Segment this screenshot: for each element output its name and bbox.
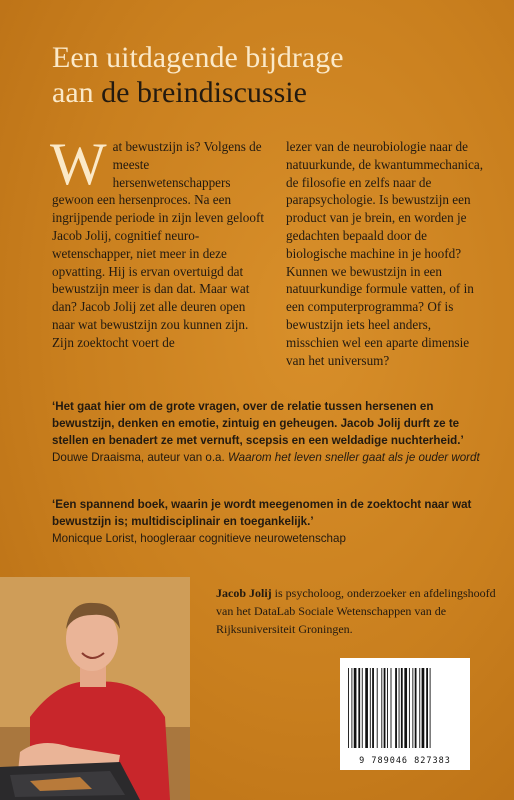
title-line-2-rest: de breindiscussie	[101, 76, 307, 109]
barcode-bar	[365, 668, 368, 748]
author-photo	[0, 577, 190, 800]
barcode-bar	[409, 668, 410, 748]
barcode-bar	[387, 668, 388, 748]
barcode-bar	[381, 668, 382, 748]
barcode-bar	[370, 668, 371, 748]
barcode-bar	[372, 668, 374, 748]
author-bio	[216, 584, 500, 638]
blurb-right-column	[286, 138, 486, 369]
title-line-2-prefix: aan	[52, 76, 94, 109]
blurb-right-text: lezer van de neurobiologie naar de natuurkunde, de kwantummechanica, de filosofie en zelfs naar de parapsychologie. Is bewustzijn een product van je brein, en worden je gedachten bepaald door de biologische machine in je hoofd? Kunnen we bewustzijn in een natuurkundige formule vatten, of in een computerprogramma? Of is bewustzijn iets heel anders, misschien wel een aparte dimensie van het universum?	[286, 139, 484, 368]
quote-1-book-title: Waarom het leven sneller gaat als je ouder wordt	[227, 451, 480, 464]
quote-2-text: ‘Een spannend boek, waarin je wordt meegenomen in de zoektocht naar wat bewustzijn is; multidisciplinair en toegankelijk.’	[52, 498, 472, 528]
barcode-bar	[354, 668, 357, 748]
barcode-bar	[384, 668, 386, 748]
blurb-left-paragraph	[50, 131, 266, 352]
barcode-bar	[377, 668, 378, 748]
barcode-bar	[395, 668, 397, 748]
author-photo-illustration	[0, 577, 190, 800]
drop-cap: W	[50, 131, 107, 197]
isbn-barcode	[340, 658, 470, 770]
barcode-bar	[399, 668, 400, 748]
barcode-bars	[340, 658, 470, 754]
title-line-1: Een uitdagende bijdrage	[52, 41, 344, 74]
author-bio-text: is psycholoog, onderzoeker en afdelingshoofd van het DataLab Sociale Wetenschappen van de Rijksuniversiteit Groningen.	[216, 586, 496, 636]
barcode-bar	[401, 668, 403, 748]
quote-2-source: Monicque Lorist, hoogleraar cognitieve neurowetenschap	[52, 532, 346, 545]
barcode-bar	[426, 668, 428, 748]
barcode-bar	[348, 668, 349, 748]
blurb-left-column	[50, 131, 266, 352]
blurb-left-text: at bewustzijn is? Volgens de meeste hersenwetenschappers gewoon een hersenproces. Na een ingrijpende periode in zijn leven gelooft Jacob Jolij, cognitief neurowetenschapper, niet meer in deze opvatting. Hij is ervan overtuigd dat bewustzijn meer is dan dat. Maar wat dan? Jacob Jolij zet alle deuren open naar wat bewustzijn zou kunnen zijn. Zijn zoektocht voert de	[52, 139, 265, 350]
quote-1-text: ‘Het gaat hier om de grote vragen, over de relatie tussen hersenen en bewustzijn, denken en emotie, zintuig en geheugen. Jacob Jolij durft ze te stellen en benadert ze met vernuft, scepsis en een weldadige nuchterheid.’	[52, 400, 464, 447]
quote-1-author: Douwe Draaisma, auteur van o.a.	[52, 451, 225, 464]
barcode-bar	[358, 668, 360, 748]
barcode-bar	[430, 668, 431, 748]
review-quote-2	[52, 496, 492, 547]
back-cover-title	[52, 40, 492, 110]
review-quote-1	[52, 398, 492, 466]
barcode-bar	[351, 668, 352, 748]
author-name: Jacob Jolij	[216, 586, 272, 600]
barcode-bar	[391, 668, 392, 748]
quote-1-source	[52, 451, 480, 464]
isbn-number: 9 789046 827383	[359, 756, 451, 766]
barcode-bar	[419, 668, 420, 748]
barcode-bar	[422, 668, 425, 748]
barcode-bar	[404, 668, 407, 748]
barcode-bar	[415, 668, 417, 748]
barcode-bar	[412, 668, 413, 748]
barcode-bar	[362, 668, 363, 748]
